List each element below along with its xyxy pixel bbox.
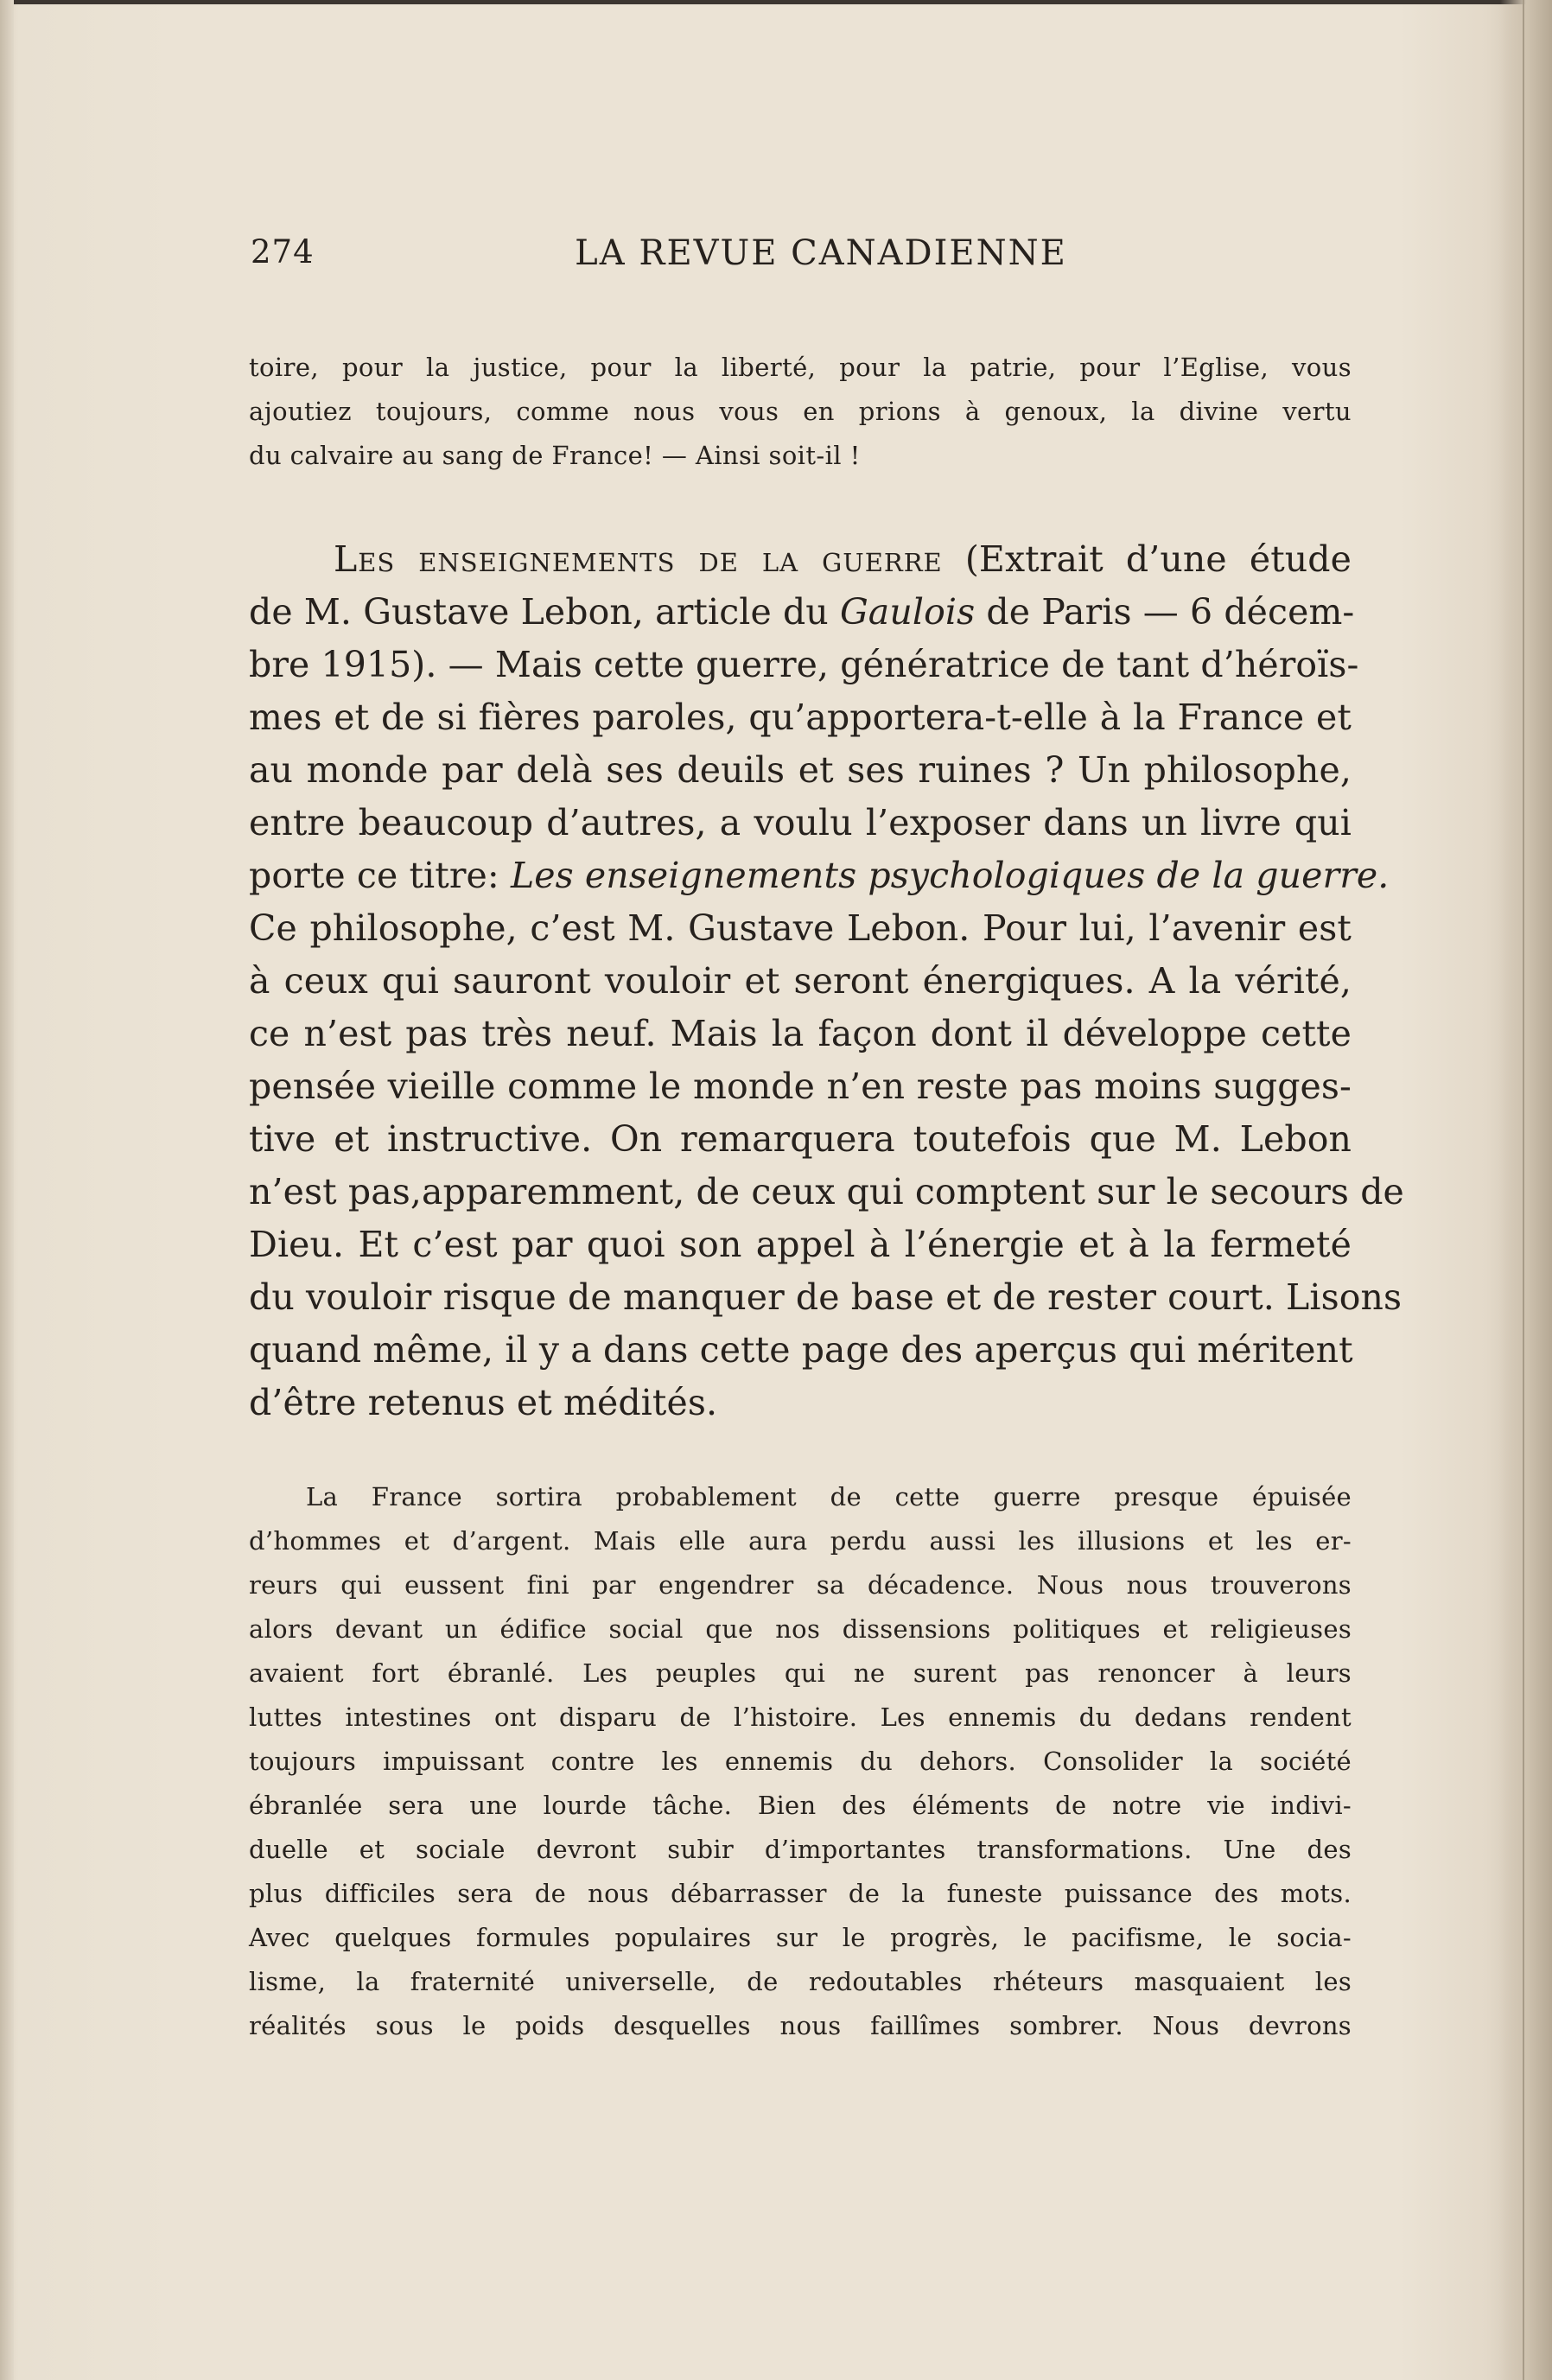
text-line: alors devant un édifice social que nos dissensions politiques et religieuses <box>249 1614 1352 1644</box>
text-line: tive et instructive. On remarquera toutefois que M. Lebon <box>249 1118 1352 1160</box>
text-fragment: de Paris — 6 décem- <box>975 591 1355 633</box>
page-binding-line <box>1523 0 1524 2380</box>
text-line <box>249 533 1352 586</box>
text-line <box>249 850 1390 902</box>
text-line: du calvaire au sang de France! — Ainsi soit-il ! <box>249 441 861 470</box>
text-line: plus difficiles sera de nous débarrasser de la funeste puissance des mots. <box>249 1879 1352 1908</box>
text-line: mes et de si fières paroles, qu’apportera-t-elle à la France et <box>249 697 1352 738</box>
text-line: toire, pour la justice, pour la liberté, pour la patrie, pour l’Eglise, vous <box>249 353 1352 382</box>
text-line: réalités sous le poids desquelles nous faillîmes sombrer. Nous devrons <box>249 2011 1352 2040</box>
page-right-edge <box>1500 0 1552 2380</box>
journal-title: Gaulois <box>839 591 976 633</box>
continuation-paragraph <box>249 346 1352 478</box>
page-number: 274 <box>251 233 315 270</box>
text-line <box>249 586 1355 639</box>
text-line: ce n’est pas très neuf. Mais la façon dont il développe cette <box>249 1013 1352 1054</box>
text-line: d’hommes et d’argent. Mais elle aura perdu aussi les illusions et les er- <box>249 1526 1352 1556</box>
text-line: bre 1915). — Mais cette guerre, génératrice de tant d’héroïs- <box>249 644 1359 685</box>
page-header <box>251 233 1357 285</box>
book-title: Les enseignements psychologiques de la guerre. <box>510 855 1390 896</box>
heading-note: (Extrait d’une étude <box>942 538 1352 580</box>
text-line: du vouloir risque de manquer de base et de rester court. Lisons <box>249 1276 1403 1318</box>
text-line: avaient fort ébranlé. Les peuples qui ne surent pas renoncer à leurs <box>249 1658 1352 1688</box>
text-line: duelle et sociale devront subir d’importantes transformations. Une des <box>249 1835 1352 1864</box>
text-line: d’être retenus et médités. <box>249 1382 718 1423</box>
page-left-edge <box>0 0 14 2380</box>
text-line: quand même, il y a dans cette page des aperçus qui méritent <box>249 1329 1353 1371</box>
text-line: ajoutiez toujours, comme nous vous en prions à genoux, la divine vertu <box>249 397 1352 426</box>
text-line: toujours impuissant contre les ennemis du dehors. Consolider la société <box>249 1747 1352 1776</box>
text-line: n’est pas,apparemment, de ceux qui comptent sur le secours de <box>249 1171 1404 1212</box>
text-line: entre beaucoup d’autres, a voulu l’exposer dans un livre qui <box>249 802 1352 843</box>
text-line: La France sortira probablement de cette guerre presque épuisée <box>306 1482 1352 1511</box>
running-title: LA REVUE CANADIENNE <box>575 233 1067 273</box>
article-paragraph <box>249 533 1404 1429</box>
text-line: luttes intestines ont disparu de l’histoire. Les ennemis du dedans rendent <box>249 1702 1352 1732</box>
article-heading: Les enseignements de la guerre <box>334 538 943 580</box>
text-fragment: porte ce titre: <box>249 855 511 896</box>
text-line: reurs qui eussent fini par engendrer sa décadence. Nous nous trouverons <box>249 1570 1352 1600</box>
text-line: pensée vieille comme le monde n’en reste pas moins sugges- <box>249 1066 1352 1107</box>
text-line: lisme, la fraternité universelle, de redoutables rhéteurs masquaient les <box>249 1967 1352 1996</box>
text-line: Avec quelques formules populaires sur le progrès, le pacifisme, le socia- <box>249 1923 1352 1952</box>
text-line: au monde par delà ses deuils et ses ruines ? Un philosophe, <box>249 749 1352 791</box>
text-fragment: de M. Gustave Lebon, article du <box>249 591 840 633</box>
text-line: à ceux qui sauront vouloir et seront énergiques. A la vérité, <box>249 960 1352 1002</box>
text-line: Dieu. Et c’est par quoi son appel à l’énergie et à la fermeté <box>249 1224 1352 1265</box>
text-line: ébranlée sera une lourde tâche. Bien des éléments de notre vie indivi- <box>249 1791 1352 1820</box>
text-line: Ce philosophe, c’est M. Gustave Lebon. Pour lui, l’avenir est <box>249 907 1352 949</box>
page-top-edge <box>0 0 1552 4</box>
quoted-excerpt <box>249 1475 1352 2048</box>
